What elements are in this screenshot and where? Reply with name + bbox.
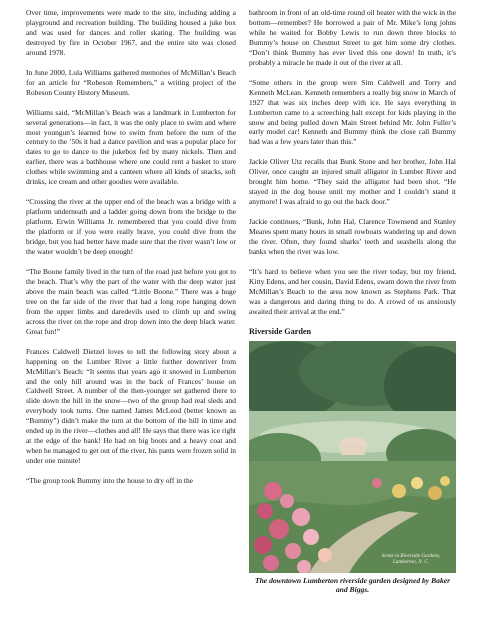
- figure-caption: The downtown Lumberton riverside garden designed by Baker and Biggs.: [254, 575, 451, 595]
- paragraph: Jackie continues, “Bunk, John Hal, Clarence Townsend and Stanley Meares spent many hours in small rowboats wandering up and down the river. Often, they found sharks’ teeth and seashells along the banks when the river was low.: [249, 217, 456, 257]
- paragraph: “It’s hard to believe when you see the river today, but my friend, Kitty Edens, and her cousin, David Edens, swam down the river from McMillan’s Beach to the area now known as Stephens Park. That was a dangerous and daring thing to do. A crowd of us anxiously awaited their arrival at the end.”: [249, 266, 456, 316]
- photo-inscription: Scene in Riverside Gardens, Lumberton, N. C.: [381, 552, 441, 565]
- paragraph: “The Boone family lived in the turn of the road just before you got to the beach. That’s why the part of the water with the deep water just above the main beach was called “Little Boone.” There was a huge tree on the far side of the river that had a long rope hanging down from the upper limbs and daredevils used to climb up and swing across the river on the rope and drop down into the deep black water. Great fun!”: [26, 266, 236, 336]
- paragraph: “Crossing the river at the upper end of the beach was a bridge with a platform underneath and a ladder going down from the bridge to the platform. Erwin Williams Jr. remembered that you could dive from the platform or if you were really brave, you could dive from the bridge, but you had better have made sure that the river wasn’t low or the water wouldn’t be deep enough!: [26, 197, 236, 257]
- right-column: [249, 8, 456, 595]
- garden-illustration: [249, 341, 456, 573]
- paragraph: Jackie Oliver Utz recalls that Bunk Stone and her brother, John Hal Oliver, once caught an injured small alligator in Lumber River and brought him home. “They said the alligator had been shot. “He stayed in the dog house until my mother and I couldn’t stand it anymore! I was afraid to go out the back door.”: [249, 157, 456, 207]
- paragraph: “The group took Bummy into the house to dry off in the: [26, 476, 193, 486]
- riverside-garden-photo: [249, 341, 456, 573]
- left-column: [26, 8, 236, 496]
- paragraph: Williams said, “McMillan’s Beach was a landmark in Lumberton for several generations—in fact, it was the only place to swim and where most youngun’s learned how to swim from before the turn of the century to the ’50s it had a dance pavilion and was a popular place for dates to go to dance to the jukebox fed by many nickels. Then and earlier, there was a bathhouse where one could rent a basket to store clothes while swimming and a canteen where all kinds of snacks, soft drinks, ice cream and other goodies were available.: [26, 107, 236, 187]
- paragraph: “Some others in the group were Sim Caldwell and Torry and Kenneth McLean. Kenneth remembers a really big snow in March of 1927 that was six inches deep with ice. He says everything in Lumberton came to a screeching halt except for kids playing in the snow and being pulled down Main Street behind Mr. John Fuller’s early model car! Kenneth and Bummy think the close call Bummy had was a few years later than this.”: [249, 77, 456, 147]
- paragraph: Over time, improvements were made to the site, including adding a playground and recreation building. The building housed a juke box and was used for dances and roller skating. The building was destroyed by fire in October 1967, and the entire site was closed around 1978.: [26, 8, 236, 57]
- paragraph: In June 2000, Lula Williams gathered memories of McMillan’s Beach for an article for “Robeson Remembers,” a writing project of the Robeson County History Museum.: [26, 67, 236, 97]
- paragraph: bathroom in front of an old-time round oil heater with the wick in the bottom—remember? He borrowed a pair of Mr. Mike’s long johns while he waited for Bobby Lewis to run down three blocks to Bummy’s house on Chestnut Street to get him some dry clothes. “Don’t think Bummy has ever lived this one down! In truth, it’s probably a miracle he made it out of the river at all.: [249, 8, 456, 67]
- paragraph: Frances Caldwell Dietzel loves to tell the following story about a happening on the Lumber River a little further downriver from McMillan’s Beach: “It seems that years ago it snowed in Lumberton and the only hill around was in the back of Frances’ house on Caldwell Street. A number of the then-younger set gathered there to slide down the hill in the snow—two of the group had real sleds and everybody took turns. One named James McLeod (better known as “Bummy”) didn’t make the turn at the bottom of the hill in time and ended up in the river—clothes and all! He says that there was ice right at the edge of the bank! He had on big boots and a heavy coat and when he managed to get out of the river, his pants were frozen solid in under one minute!: [26, 346, 236, 466]
- section-title: Riverside Garden: [249, 326, 312, 336]
